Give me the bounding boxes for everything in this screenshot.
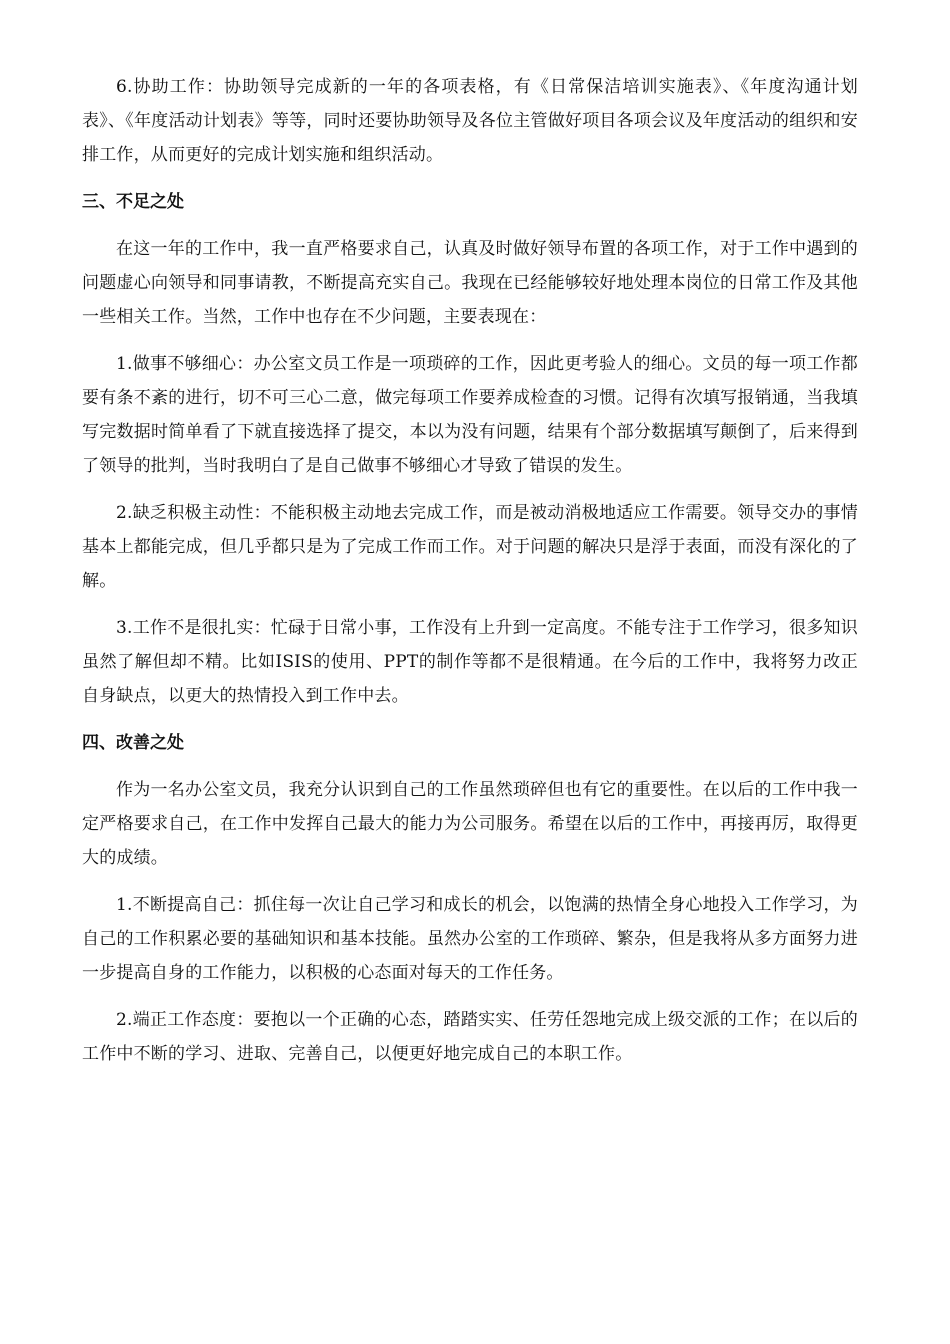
paragraph-shortcomings-intro: 在这一年的工作中，我一直严格要求自己，认真及时做好领导布置的各项工作，对于工作中遇到的问题虚心向领导和同事请教，不断提高充实自己。我现在已经能够较好地处理本岗位的日常工作及其他一些相关工作。当然，工作中也存在不少问题，主要表现在： <box>82 239 858 327</box>
section-heading-shortcomings: 三、不足之处 <box>82 192 184 212</box>
paragraph-lack-initiative: 2.缺乏积极主动性：不能积极主动地去完成工作，而是被动消极地适应工作需要。领导交办的事情基本上都能完成，但几乎都只是为了完成工作而工作。对于问题的解决只是浮于表面，而没有深化的了解。 <box>82 503 858 591</box>
paragraph-not-solid: 3.工作不是很扎实：忙碌于日常小事，工作没有上升到一定高度。不能专注于工作学习，很多知识虽然了解但却不精。比如ISIS的使用、PPT的制作等都不是很精通。在今后的工作中，我将努力改正自身缺点，以更大的热情投入到工作中去。 <box>82 618 858 706</box>
paragraph-improvements-intro: 作为一名办公室文员，我充分认识到自己的工作虽然琐碎但也有它的重要性。在以后的工作中我一定严格要求自己，在工作中发挥自己最大的能力为公司服务。希望在以后的工作中，再接再厉，取得更大的成绩。 <box>82 780 858 868</box>
section-heading-improvements: 四、改善之处 <box>82 733 184 753</box>
paragraph-improve-self: 1.不断提高自己：抓住每一次让自己学习和成长的机会，以饱满的热情全身心地投入工作学习，为自己的工作积累必要的基础知识和基本技能。虽然办公室的工作琐碎、繁杂，但是我将从多方面努力进一步提高自身的工作能力，以积极的心态面对每天的工作任务。 <box>82 895 858 983</box>
paragraph-assist-work: 6.协助工作：协助领导完成新的一年的各项表格，有《日常保洁培训实施表》、《年度沟通计划表》、《年度活动计划表》等等，同时还要协助领导及各位主管做好项目各项会议及年度活动的组织和安排工作，从而更好的完成计划实施和组织活动。 <box>82 77 858 165</box>
paragraph-correct-attitude: 2.端正工作态度：要抱以一个正确的心态，踏踏实实、任劳任怨地完成上级交派的工作；在以后的工作中不断的学习、进取、完善自己，以便更好地完成自己的本职工作。 <box>82 1010 858 1064</box>
paragraph-not-careful: 1.做事不够细心：办公室文员工作是一项琐碎的工作，因此更考验人的细心。文员的每一项工作都要有条不紊的进行，切不可三心二意，做完每项工作要养成检查的习惯。记得有次填写报销通，当我填写完数据时简单看了下就直接选择了提交，本以为没有问题，结果有个部分数据填写颠倒了，后来得到了领导的批判，当时我明白了是自己做事不够细心才导致了错误的发生。 <box>82 354 858 476</box>
document-page <box>82 70 858 1084</box>
